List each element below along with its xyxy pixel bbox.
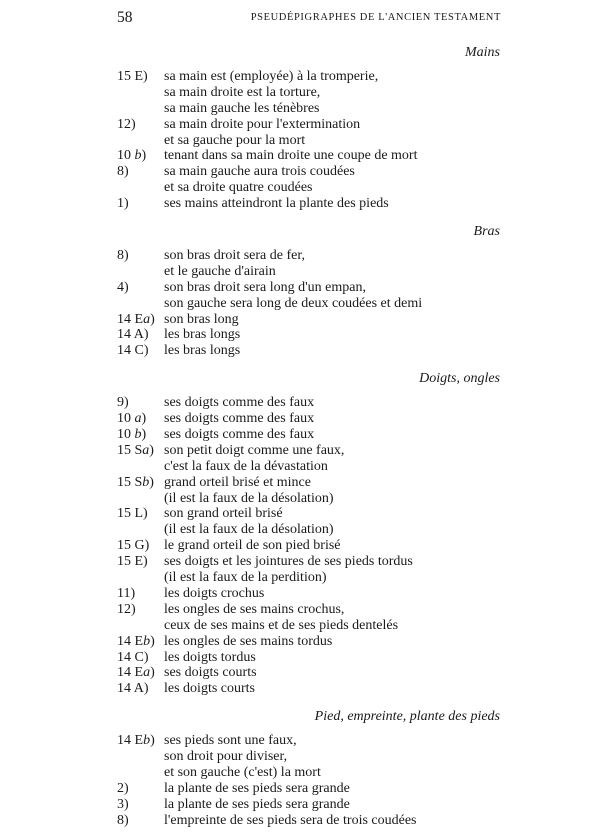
entry-text: son bras droit sera de fer, (164, 248, 305, 264)
entry-line (117, 554, 501, 570)
entry-text: son bras long (164, 311, 239, 327)
entry-text: sa main droite pour l'extermination (164, 116, 361, 132)
entry-line (117, 427, 501, 443)
entry-line (117, 665, 501, 681)
page-number: 58 (117, 9, 133, 26)
entry-line (117, 180, 501, 196)
entry-text: le grand orteil de son pied brisé (164, 538, 341, 554)
entry-line (117, 296, 501, 312)
entry-text: sa main est (employée) à la tromperie, (164, 69, 379, 84)
entry-line (117, 459, 501, 475)
entry-line (117, 681, 501, 697)
entry-list (117, 733, 501, 828)
section-gap (117, 697, 501, 709)
entry-text: ses doigts et les jointures de ses pieds tordus (164, 554, 413, 570)
entry-text: son bras droit sera long d'un empan, (164, 279, 366, 295)
entry-line (117, 264, 501, 280)
entry-label: 14 A) (117, 327, 149, 343)
entry-text: (il est la faux de la perdition) (164, 570, 327, 586)
entry-label: 14 Ea) (117, 665, 155, 681)
entry-label: 15 E) (117, 554, 148, 570)
entry-line (117, 749, 501, 765)
entry-text: et sa gauche pour la mort (164, 132, 306, 148)
entry-text: les doigts tordus (164, 649, 256, 665)
entry-line (117, 618, 501, 634)
entry-label: 15 Sb) (117, 474, 154, 490)
entry-label: 8) (117, 248, 129, 264)
entry-label: 1) (117, 196, 129, 212)
entry-text: les doigts crochus (164, 585, 265, 601)
entry-line (117, 133, 501, 149)
section-gap (117, 359, 501, 371)
entry-list (117, 395, 501, 697)
running-title: PSEUDÉPIGRAPHES DE L'ANCIEN TESTAMENT (250, 12, 501, 23)
entry-label: 4) (117, 279, 129, 295)
entry-line (117, 522, 501, 538)
entry-text: les bras longs (164, 343, 241, 359)
entry-text: tenant dans sa main droite une coupe de mort (164, 148, 418, 164)
entry-line (117, 781, 501, 797)
entry-line (117, 765, 501, 781)
entry-line (117, 443, 501, 459)
section-title: Bras (473, 224, 500, 240)
entry-text: les ongles de ses mains crochus, (164, 601, 345, 617)
entry-label: 15 L) (117, 506, 148, 522)
entry-line (117, 813, 501, 829)
entry-line (117, 164, 501, 180)
entry-line (117, 491, 501, 507)
entry-line (117, 196, 501, 212)
entry-line (117, 506, 501, 522)
section (117, 224, 501, 359)
entry-label: 2) (117, 780, 129, 796)
entry-text: son gauche sera long de deux coudées et demi (164, 295, 423, 311)
entry-label: 14 Eb) (117, 733, 155, 749)
entry-line (117, 248, 501, 264)
entry-label: 3) (117, 796, 129, 812)
entry-line (117, 327, 501, 343)
entry-text: et son gauche (c'est) la mort (164, 764, 321, 780)
entry-label: 14 Ea) (117, 311, 155, 327)
entry-label: 14 C) (117, 649, 149, 665)
entry-label: 8) (117, 812, 129, 828)
entry-line (117, 650, 501, 666)
entry-label: 15 E) (117, 69, 148, 84)
entry-label: 10 a) (117, 411, 147, 427)
section (117, 371, 501, 697)
entry-line (117, 343, 501, 359)
section-title: Pied, empreinte, plante des pieds (314, 709, 500, 725)
entry-line (117, 101, 501, 117)
entry-text: son petit doigt comme une faux, (164, 442, 345, 458)
entry-text: sa main gauche les ténèbres (164, 100, 320, 116)
entry-line (117, 538, 501, 554)
section-title: Mains (465, 45, 500, 60)
entry-line (117, 602, 501, 618)
entry-line (117, 312, 501, 328)
entry-label: 10 b) (117, 148, 147, 164)
entry-label: 14 A) (117, 681, 149, 697)
entry-text: sa main gauche aura trois coudées (164, 164, 355, 180)
entry-label: 10 b) (117, 427, 147, 443)
entry-text: la plante de ses pieds sera grande (164, 796, 350, 812)
entry-text: (il est la faux de la désolation) (164, 490, 334, 506)
entry-line (117, 85, 501, 101)
entry-line (117, 148, 501, 164)
entry-line (117, 733, 501, 749)
section (117, 709, 501, 828)
entry-label: 8) (117, 164, 129, 180)
entry-line (117, 69, 501, 85)
entry-text: ses doigts comme des faux (164, 411, 315, 427)
entry-label: 12) (117, 601, 136, 617)
entry-line (117, 797, 501, 813)
entry-label: 9) (117, 395, 129, 411)
page-header (117, 9, 501, 27)
entry-line (117, 475, 501, 491)
entry-line (117, 117, 501, 133)
entry-text: ceux de ses mains et de ses pieds dentelés (164, 617, 399, 633)
section-title: Doigts, ongles (419, 371, 500, 387)
section (117, 45, 501, 212)
entry-label: 12) (117, 116, 136, 132)
entry-label: 15 Sa) (117, 442, 154, 458)
entry-list (117, 248, 501, 359)
entry-text: et le gauche d'airain (164, 263, 276, 279)
entry-line (117, 570, 501, 586)
entry-line (117, 395, 501, 411)
entry-label: 14 C) (117, 343, 149, 359)
entry-line (117, 586, 501, 602)
entry-text: la plante de ses pieds sera grande (164, 780, 350, 796)
entry-text: ses doigts courts (164, 665, 257, 681)
entry-line (117, 280, 501, 296)
entry-list (117, 69, 501, 212)
entry-text: son droit pour diviser, (164, 749, 288, 765)
entry-text: ses pieds sont une faux, (164, 733, 297, 749)
entry-line (117, 634, 501, 650)
entry-label: 15 G) (117, 538, 150, 554)
entry-text: ses doigts comme des faux (164, 395, 315, 411)
entry-text: son grand orteil brisé (164, 506, 283, 522)
section-gap (117, 212, 501, 224)
entry-text: ses doigts comme des faux (164, 427, 315, 443)
document-body (117, 45, 501, 829)
entry-text: et sa droite quatre coudées (164, 180, 313, 196)
entry-label: 11) (117, 585, 136, 601)
entry-text: sa main droite est la torture, (164, 84, 321, 100)
entry-text: c'est la faux de la dévastation (164, 458, 328, 474)
entry-text: l'empreinte de ses pieds sera de trois coudées (164, 812, 417, 828)
entry-text: ses mains atteindront la plante des pieds (164, 196, 389, 212)
entry-line (117, 411, 501, 427)
entry-text: les bras longs (164, 327, 241, 343)
entry-text: (il est la faux de la désolation) (164, 522, 334, 538)
entry-text: grand orteil brisé et mince (164, 474, 311, 490)
entry-label: 14 Eb) (117, 633, 155, 649)
entry-text: les ongles de ses mains tordus (164, 633, 333, 649)
entry-text: les doigts courts (164, 681, 255, 697)
